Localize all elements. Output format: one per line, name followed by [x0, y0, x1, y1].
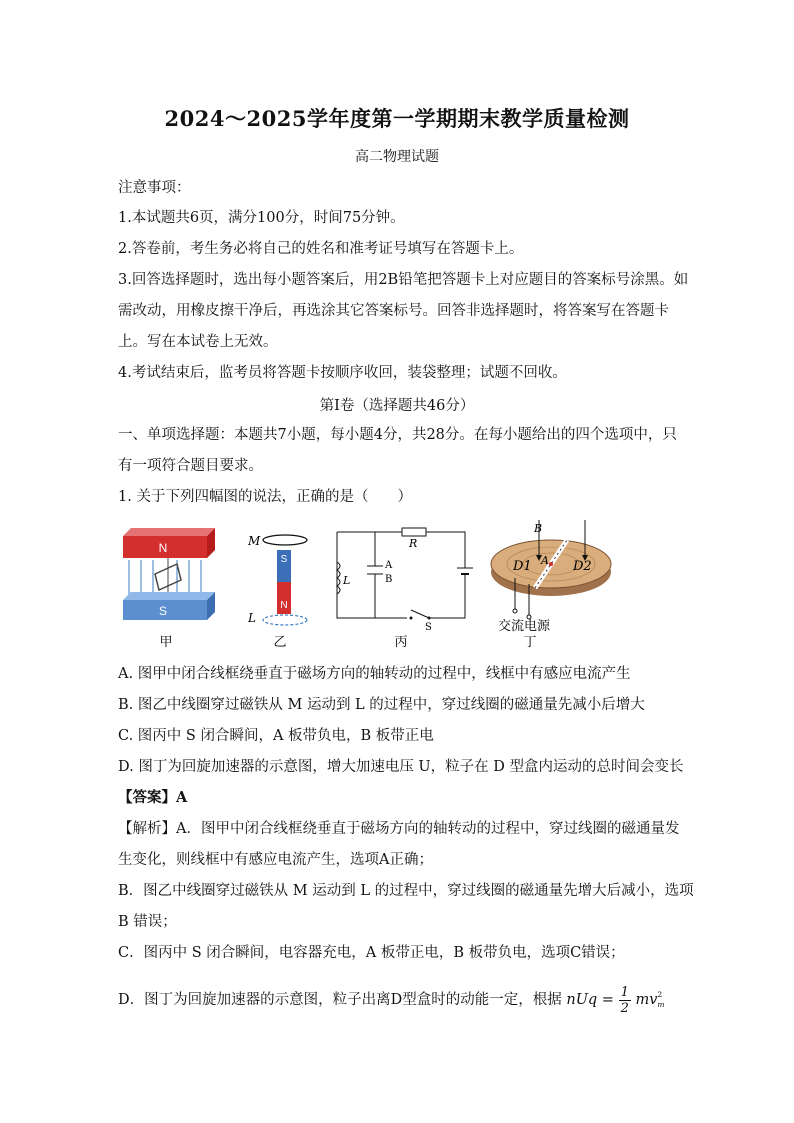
analysis-line: C．图丙中 S 闭合瞬间，电容器充电，A 板带正电，B 板带负电，选项C错误；: [118, 945, 625, 961]
figure-bing-l: L: [343, 574, 351, 587]
analysis-line: 生变化，则线框中有感应电流产生，选项A正确；: [118, 852, 433, 868]
figure-bing-circuit: [337, 528, 473, 618]
note-item: 上。写在本试卷上无效。: [118, 334, 278, 350]
figure-bing-a: A: [385, 560, 393, 571]
exam-title: 2024～2025学年度第一学期期末教学质量检测: [164, 106, 630, 131]
formula-den: 2: [620, 1000, 629, 1016]
formula-num: 1: [620, 984, 629, 1000]
analysis-line: D．图丁为回旋加速器的示意图，粒子出离D型盒时的动能一定，根据: [118, 992, 562, 1008]
formula-fraction: [619, 985, 631, 1016]
part1-heading: 第Ⅰ卷（选择题共46分）: [319, 398, 475, 414]
exam-subtitle: 高二物理试题: [355, 149, 439, 165]
analysis-line: 【解析】A．图甲中闭合线框绕垂直于磁场方向的轴转动的过程中，穿过线圈的磁通量发: [118, 821, 680, 837]
analysis-line: B．图乙中线圈穿过磁铁从 M 运动到 L 的过程中，穿过线圈的磁通量先增大后减小，选项: [118, 883, 694, 899]
figure-ding-source: 交流电源: [498, 619, 551, 634]
figure-yi-n: N: [280, 600, 288, 611]
note-item: 1.本试题共6页，满分100分，时间75分钟。: [118, 210, 405, 226]
figure-yi-m: M: [248, 534, 261, 548]
figure-bing-s: S: [425, 622, 432, 633]
formula-sub: m: [657, 1000, 665, 1009]
figure-jia-label: 甲: [159, 635, 173, 650]
figure-yi-label: 乙: [273, 635, 287, 650]
figure-ding-d2: D2: [573, 559, 592, 574]
option-d: D. 图丁为回旋加速器的示意图，增大加速电压 U，粒子在 D 型盒内运动的总时间会变长: [118, 759, 684, 775]
figure-jia-s: S: [158, 604, 168, 618]
notes-heading: 注意事项：: [118, 180, 191, 196]
analysis-formula-line: [118, 984, 665, 1016]
figure-bing-label: 丙: [394, 635, 408, 650]
question-stem: 1. 关于下列四幅图的说法，正确的是（ ）: [118, 489, 412, 505]
figure-yi-s: S: [280, 554, 288, 565]
figure-ding-cyclotron: [491, 520, 611, 619]
formula-sup: 2: [657, 990, 663, 999]
note-item: 2.答卷前，考生务必将自己的姓名和准考证号填写在答题卡上。: [118, 241, 524, 257]
option-b: B. 图乙中线圈穿过磁铁从 M 运动到 L 的过程中，穿过线圈的磁通量先减小后增大: [118, 697, 645, 713]
option-c: C. 图丙中 S 闭合瞬间，A 板带负电，B 板带正电: [118, 728, 434, 744]
figure-ding-b: B: [534, 522, 543, 535]
figure-jia-magnet: [123, 528, 215, 620]
formula-lhs: nUq =: [566, 992, 614, 1008]
analysis-line: B 错误；: [118, 914, 177, 930]
answer: 【答案】A: [118, 789, 188, 806]
figure-yi-magnet: [247, 534, 307, 625]
figure-yi-l: L: [248, 611, 256, 625]
part1-instruction: 有一项符合题目要求。: [118, 458, 263, 474]
option-a: A. 图甲中闭合线框绕垂直于磁场方向的轴转动的过程中，线框中有感应电流产生: [118, 666, 631, 682]
figure-ding-d1: D1: [513, 559, 532, 574]
formula-rhs: mv: [635, 992, 658, 1008]
note-item: 4.考试结束后，监考员将答题卡按顺序收回，装袋整理；试题不回收。: [118, 365, 567, 381]
figure-ding-label: 丁: [523, 635, 537, 650]
note-item: 3.回答选择题时，选出每小题答案后，用2B铅笔把答题卡上对应题目的答案标号涂黑。如: [118, 272, 689, 288]
figure-bing-r: R: [409, 537, 418, 550]
figure-ding-a: A: [541, 554, 549, 567]
question-figures: [115, 518, 685, 653]
part1-instruction: 一、单项选择题：本题共7小题，每小题4分，共28分。在每小题给出的四个选项中，只: [118, 427, 677, 443]
figure-bing-b: B: [385, 574, 393, 585]
note-item: 需改动，用橡皮擦干净后，再选涂其它答案标号。回答非选择题时，将答案写在答题卡: [118, 303, 669, 319]
figure-jia-n: N: [158, 541, 168, 555]
